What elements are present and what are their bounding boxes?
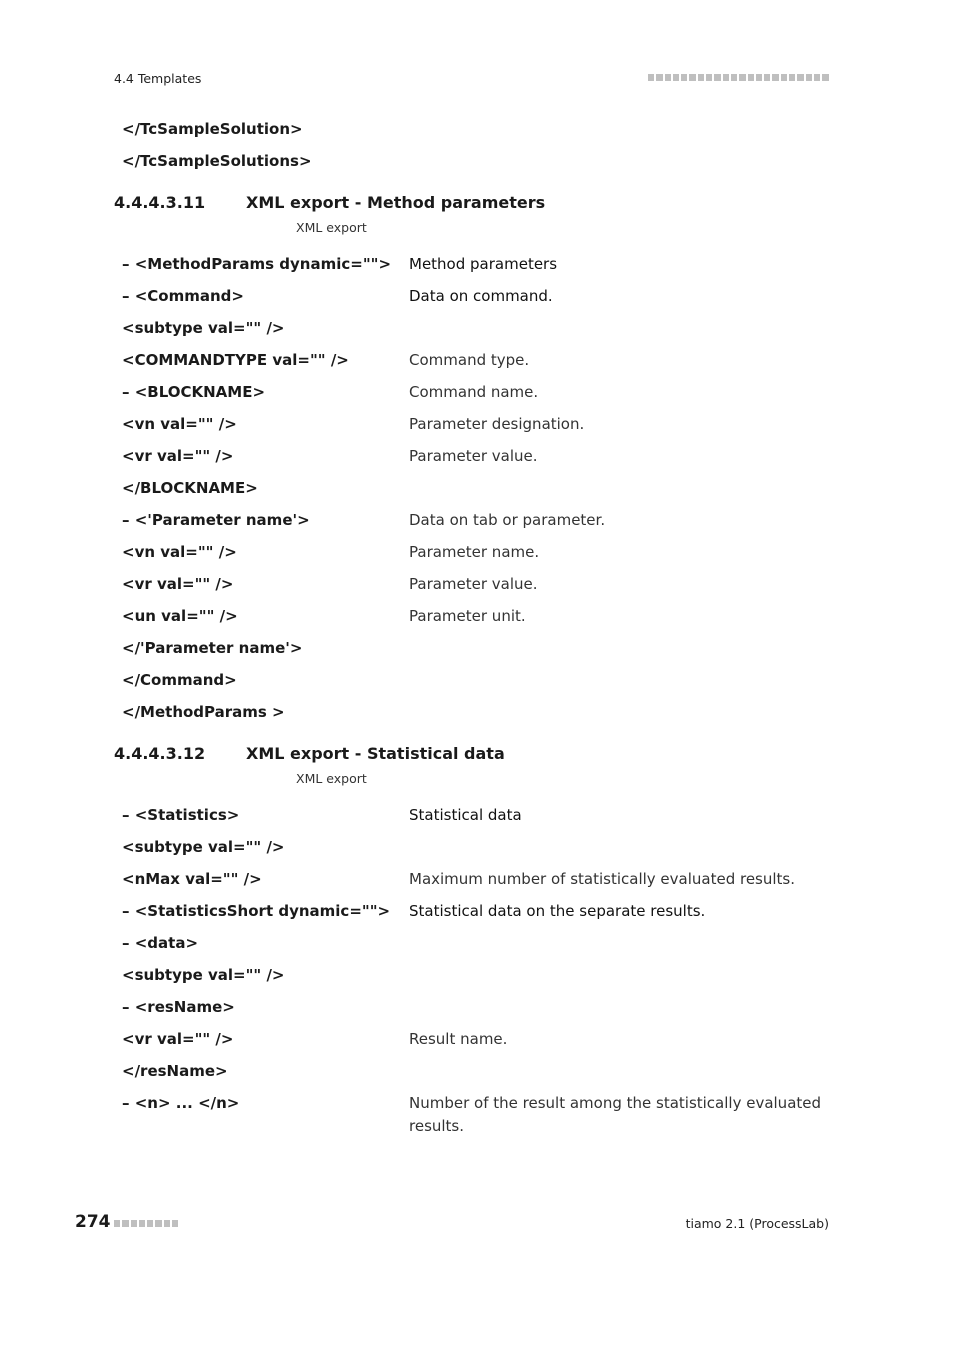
code-text: – <Statistics>	[122, 806, 240, 824]
decorative-square	[822, 74, 828, 81]
header-decorative-bar	[648, 74, 830, 82]
code-text: <vn val="" />	[122, 543, 237, 561]
code-text: – <StatisticsShort dynamic="">	[122, 902, 391, 920]
row-description: Statistical data on the separate results.	[409, 902, 706, 920]
section-number: 4.4.4.3.12	[114, 744, 206, 763]
decorative-square	[706, 74, 712, 81]
decorative-square	[656, 74, 662, 81]
table-row	[122, 414, 237, 434]
decorative-square	[698, 74, 704, 81]
decorative-square	[748, 74, 754, 81]
code-text: </TcSampleSolution>	[122, 120, 303, 138]
table-row	[122, 382, 265, 402]
code-text: – <data>	[122, 934, 199, 952]
decorative-square	[665, 74, 671, 81]
decorative-square	[756, 74, 762, 81]
decorative-square	[172, 1220, 178, 1227]
table-row	[122, 869, 262, 889]
section-subtitle: XML export	[296, 220, 367, 235]
decorative-square	[789, 74, 795, 81]
table-row	[122, 318, 285, 338]
decorative-square	[114, 1220, 120, 1227]
decorative-square	[648, 74, 654, 81]
code-text: – <resName>	[122, 998, 235, 1016]
row-description: Data on command.	[409, 287, 553, 305]
row-description: Parameter name.	[409, 543, 540, 561]
code-text: </resName>	[122, 1062, 228, 1080]
code-text: – <MethodParams dynamic="">	[122, 255, 392, 273]
code-text: <un val="" />	[122, 607, 238, 625]
page-number: 274	[75, 1212, 111, 1232]
table-row	[122, 478, 258, 498]
decorative-square	[806, 74, 812, 81]
table-row	[122, 638, 302, 658]
table-row	[122, 837, 285, 857]
row-description-continued: results.	[409, 1117, 465, 1135]
decorative-square	[164, 1220, 170, 1227]
table-row	[122, 542, 237, 562]
decorative-square	[723, 74, 729, 81]
section-subtitle: XML export	[296, 771, 367, 786]
table-row	[122, 1029, 233, 1049]
product-name: tiamo 2.1 (ProcessLab)	[685, 1216, 829, 1231]
decorative-square	[764, 74, 770, 81]
table-row	[122, 670, 237, 690]
code-line	[122, 119, 303, 139]
decorative-square	[781, 74, 787, 81]
decorative-square	[797, 74, 803, 81]
code-text: </'Parameter name'>	[122, 639, 303, 657]
code-text: – <BLOCKNAME>	[122, 383, 266, 401]
code-text: <COMMANDTYPE val="" />	[122, 351, 349, 369]
code-text: <subtype val="" />	[122, 966, 285, 984]
table-row	[122, 1093, 239, 1113]
row-description: Statistical data	[409, 806, 522, 824]
section-title: XML export - Method parameters	[246, 193, 546, 212]
decorative-square	[731, 74, 737, 81]
code-text: </BLOCKNAME>	[122, 479, 258, 497]
table-row	[122, 446, 233, 466]
row-description: Command type.	[409, 351, 530, 369]
decorative-square	[122, 1220, 128, 1227]
code-text: – <Command>	[122, 287, 244, 305]
code-text: <vr val="" />	[122, 575, 234, 593]
row-description: Parameter unit.	[409, 607, 526, 625]
table-row	[122, 254, 391, 274]
decorative-square	[673, 74, 679, 81]
table-row	[122, 1061, 228, 1081]
code-text: </TcSampleSolutions>	[122, 152, 312, 170]
table-row	[122, 997, 235, 1017]
section-heading	[114, 744, 505, 763]
table-row	[122, 574, 233, 594]
row-description: Result name.	[409, 1030, 508, 1048]
code-text: – <'Parameter name'>	[122, 511, 310, 529]
table-row	[122, 933, 198, 953]
code-text: <subtype val="" />	[122, 319, 285, 337]
decorative-square	[131, 1220, 137, 1227]
table-row	[122, 510, 310, 530]
decorative-square	[155, 1220, 161, 1227]
footer-decorative-bar	[114, 1220, 178, 1227]
row-description: Data on tab or parameter.	[409, 511, 606, 529]
section-number: 4.4.4.3.11	[114, 193, 206, 212]
code-text: <vr val="" />	[122, 447, 234, 465]
decorative-square	[739, 74, 745, 81]
code-text: <vn val="" />	[122, 415, 237, 433]
code-text: <subtype val="" />	[122, 838, 285, 856]
table-row	[122, 901, 390, 921]
decorative-square	[714, 74, 720, 81]
row-description: Command name.	[409, 383, 539, 401]
table-row	[122, 286, 244, 306]
code-text: – <n> ... </n>	[122, 1094, 240, 1112]
code-text: </MethodParams >	[122, 703, 285, 721]
row-description: Maximum number of statistically evaluated results.	[409, 870, 796, 888]
code-text: </Command>	[122, 671, 237, 689]
code-text: <nMax val="" />	[122, 870, 262, 888]
table-row	[122, 606, 238, 626]
row-description: Parameter value.	[409, 447, 538, 465]
table-row	[122, 805, 239, 825]
row-description: Parameter designation.	[409, 415, 585, 433]
decorative-square	[814, 74, 820, 81]
decorative-square	[689, 74, 695, 81]
table-row	[122, 350, 349, 370]
row-description: Parameter value.	[409, 575, 538, 593]
row-description: Number of the result among the statistically evaluated	[409, 1094, 822, 1112]
section-heading	[114, 193, 545, 212]
table-row	[122, 965, 285, 985]
table-row	[122, 702, 285, 722]
code-line	[122, 151, 312, 171]
header-section-label: 4.4 Templates	[114, 71, 202, 86]
section-title: XML export - Statistical data	[246, 744, 505, 763]
row-description: Method parameters	[409, 255, 558, 273]
decorative-square	[139, 1220, 145, 1227]
code-text: <vr val="" />	[122, 1030, 234, 1048]
decorative-square	[772, 74, 778, 81]
decorative-square	[681, 74, 687, 81]
decorative-square	[147, 1220, 153, 1227]
